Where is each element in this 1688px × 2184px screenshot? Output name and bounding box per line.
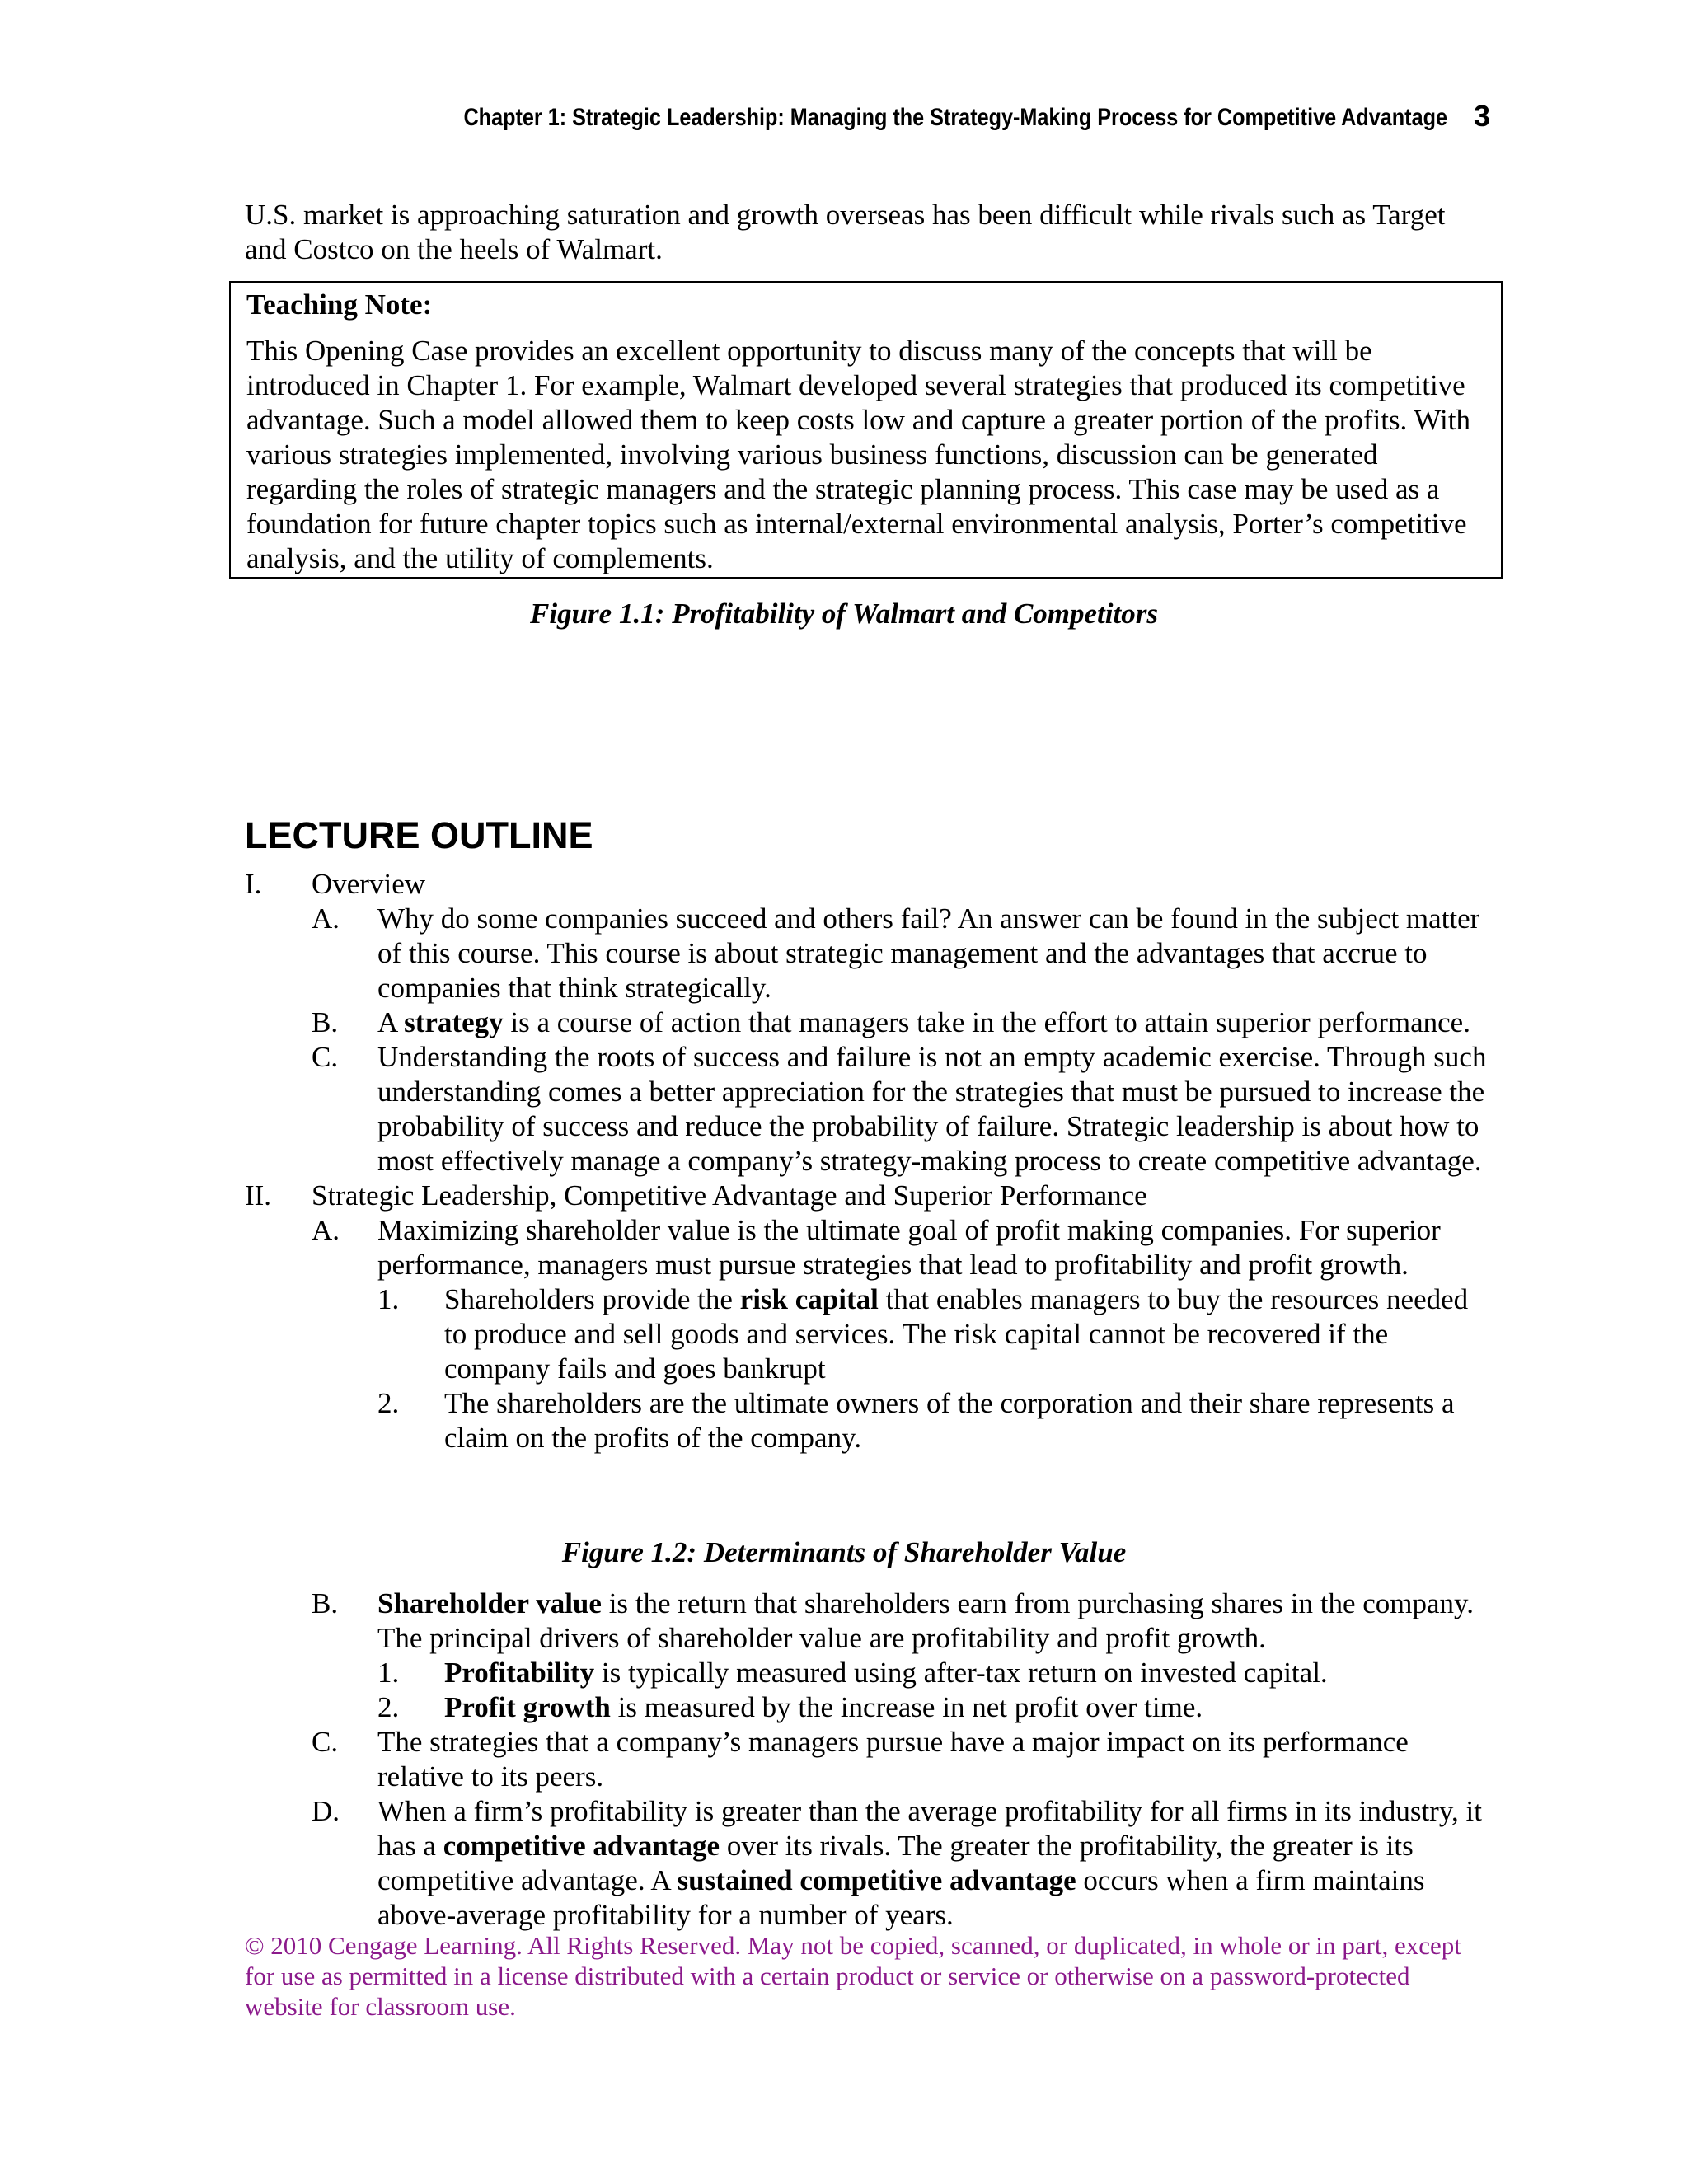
key-term: risk capital xyxy=(739,1283,879,1315)
text-run: is typically measured using after-tax return on invested capital. xyxy=(594,1657,1328,1689)
outline-section-title: Overview xyxy=(312,868,426,900)
text-run: is measured by the increase in net profit over time. xyxy=(610,1691,1203,1723)
outline-marker: B. xyxy=(312,1587,339,1619)
outline-marker: 1. xyxy=(377,1657,400,1689)
text-run: Shareholders provide the xyxy=(444,1283,740,1315)
outline-block-2 xyxy=(245,1586,1498,1933)
outline-marker: II. xyxy=(245,1179,272,1212)
outline-subitem xyxy=(245,1386,1498,1455)
outline-marker: A. xyxy=(312,902,340,935)
text-run: A xyxy=(377,1006,405,1038)
outline-marker: A. xyxy=(312,1214,340,1246)
outline-item xyxy=(245,1213,1498,1282)
key-term: Shareholder value xyxy=(377,1587,602,1619)
outline-item xyxy=(245,1794,1498,1933)
outline-item-text: The shareholders are the ultimate owners of the corporation and their share represents a claim on the profits of the company. xyxy=(444,1387,1455,1454)
key-term: Profit growth xyxy=(444,1691,611,1723)
outline-marker: C. xyxy=(312,1041,339,1073)
text-run: When a firm’s profitability is greater than the average profitability for all firms in its industry, it has a xyxy=(377,1795,1482,1862)
outline-subitem xyxy=(245,1282,1498,1386)
outline-item xyxy=(245,1586,1498,1656)
outline-marker: 1. xyxy=(377,1283,400,1315)
key-term: strategy xyxy=(404,1006,504,1038)
outline-item-text xyxy=(444,1690,1498,1725)
outline-block-1 xyxy=(245,867,1498,1455)
outline-item-text xyxy=(444,1282,1498,1386)
outline-item-text xyxy=(377,1005,1498,1040)
key-term: competitive advantage xyxy=(443,1830,720,1862)
figure-1-2-caption: Figure 1.2: Determinants of Shareholder Value xyxy=(561,1536,1127,1568)
lecture-outline-heading: LECTURE OUTLINE xyxy=(245,814,593,856)
outline-item-text: Maximizing shareholder value is the ultimate goal of profit making companies. For superior performance, managers must pursue strategies that lead to profitability and profit growth. xyxy=(377,1214,1441,1281)
text-run: that enables managers to buy the resources needed to produce and sell goods and services. The risk capital cannot be recovered if the company fails and goes bankrupt xyxy=(444,1283,1469,1385)
outline-item-text xyxy=(377,1586,1498,1656)
key-term: Profitability xyxy=(444,1657,595,1689)
text-run: is a course of action that managers take in the effort to attain superior performance. xyxy=(503,1006,1470,1038)
outline-item-text: Why do some companies succeed and others fail? An answer can be found in the subject matter of this course. This course is about strategic management and the advantages that accrue to companies that think strategically. xyxy=(377,902,1480,1004)
outline-item xyxy=(245,1005,1498,1040)
outline-section-title: Strategic Leadership, Competitive Advantage and Superior Performance xyxy=(312,1179,1147,1212)
outline-marker: 2. xyxy=(377,1691,400,1723)
outline-subitem xyxy=(245,1656,1498,1690)
copyright-footer: © 2010 Cengage Learning. All Rights Reserved. May not be copied, scanned, or duplicated, in whole or in part, except for use as permitted in a license distributed with a certain product or service or otherwise on a password-protected website for classroom use. xyxy=(245,1931,1461,2021)
outline-section-1 xyxy=(245,867,1498,902)
figure-1-1-caption: Figure 1.1: Profitability of Walmart and Competitors xyxy=(530,598,1158,630)
outline-marker: I. xyxy=(245,868,262,900)
outline-item xyxy=(245,902,1498,1005)
intro-paragraph: U.S. market is approaching saturation and growth overseas has been difficult while rivals such as Target and Costco on the heels of Walmart. xyxy=(245,199,1446,265)
page-number: 3 xyxy=(1474,99,1491,133)
outline-item-text xyxy=(377,1794,1498,1933)
outline-item-text: Understanding the roots of success and failure is not an empty academic exercise. Through such understanding comes a better appreciation for the strategies that must be pursued to increase the probability of success and reduce the probability of failure. Strategic leadership is about how to most effectively manage a company’s strategy-making process to create competitive advantage. xyxy=(377,1041,1487,1177)
outline-item xyxy=(245,1725,1498,1794)
text-run: occurs when a firm maintains above-average profitability for a number of years. xyxy=(377,1864,1425,1931)
outline-marker: D. xyxy=(312,1795,340,1827)
teaching-note-text: This Opening Case provides an excellent opportunity to discuss many of the concepts that will be introduced in Chapter 1. For example, Walmart developed several strategies that produced its competitive advantage. Such a model allowed them to keep costs low and capture a greater portion of the profits. With various strategies implemented, involving various business functions, discussion can be generated regarding the roles of strategic managers and the strategic planning process. This case may be used as a foundation for future chapter topics such as internal/external environmental analysis, Porter’s competitive analysis, and the utility of complements. xyxy=(246,335,1470,574)
teaching-note-box xyxy=(229,281,1503,579)
outline-section-2 xyxy=(245,1179,1498,1213)
running-header: Chapter 1: Strategic Leadership: Managing the Strategy-Making Process for Competitive Advantage xyxy=(463,104,1447,131)
text-run: over its rivals. The greater the profitability, the greater is its competitive advantage. A xyxy=(377,1830,1414,1896)
text-run: is the return that shareholders earn from purchasing shares in the company. The principal drivers of shareholder value are profitability and profit growth. xyxy=(377,1587,1475,1654)
outline-item-text: The strategies that a company’s managers pursue have a major impact on its performance relative to its peers. xyxy=(377,1726,1409,1793)
outline-subitem xyxy=(245,1690,1498,1725)
teaching-note-title: Teaching Note: xyxy=(246,288,433,321)
outline-marker: C. xyxy=(312,1726,339,1758)
outline-marker: 2. xyxy=(377,1387,400,1419)
outline-marker: B. xyxy=(312,1006,339,1038)
outline-item xyxy=(245,1040,1498,1179)
outline-item-text xyxy=(444,1656,1498,1690)
key-term: sustained competitive advantage xyxy=(677,1864,1076,1896)
